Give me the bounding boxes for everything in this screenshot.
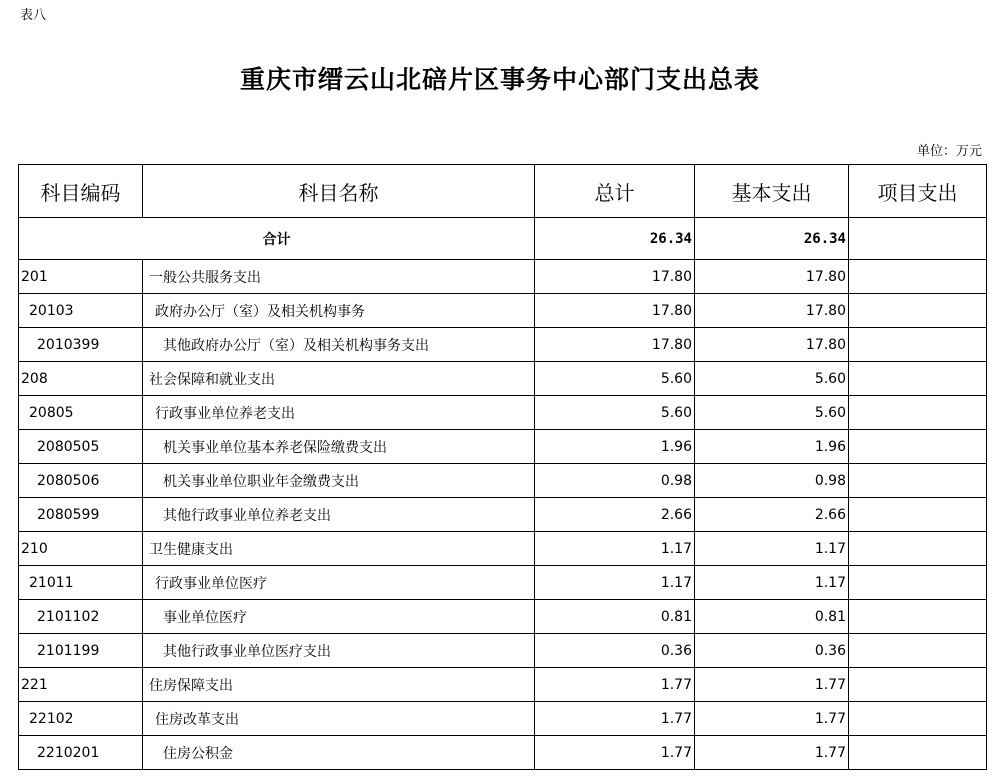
name-cell: 其他政府办公厅（室）及相关机构事务支出	[143, 328, 535, 362]
name-cell: 其他行政事业单位养老支出	[143, 498, 535, 532]
project-cell	[849, 600, 987, 634]
name-cell: 机关事业单位职业年金缴费支出	[143, 464, 535, 498]
basic-cell: 1.77	[695, 702, 849, 736]
unit-label: 单位：万元	[916, 144, 982, 159]
code-cell: 2010399	[19, 328, 143, 362]
total-cell: 1.77	[535, 702, 695, 736]
expenditure-table	[18, 164, 987, 770]
basic-cell: 0.98	[695, 464, 849, 498]
name-cell: 社会保障和就业支出	[143, 362, 535, 396]
total-project-cell	[849, 218, 987, 260]
name-cell: 卫生健康支出	[143, 532, 535, 566]
column-header-basic: 基本支出	[695, 165, 849, 218]
code-cell: 21011	[19, 566, 143, 600]
project-cell	[849, 498, 987, 532]
code-cell: 208	[19, 362, 143, 396]
table-row	[19, 396, 987, 430]
basic-cell: 1.77	[695, 736, 849, 770]
column-header-name: 科目名称	[143, 165, 535, 218]
total-cell: 0.98	[535, 464, 695, 498]
code-cell: 210	[19, 532, 143, 566]
code-cell: 20103	[19, 294, 143, 328]
basic-cell: 1.17	[695, 532, 849, 566]
project-cell	[849, 634, 987, 668]
project-cell	[849, 328, 987, 362]
basic-cell: 0.36	[695, 634, 849, 668]
total-cell: 1.17	[535, 566, 695, 600]
total-cell: 0.81	[535, 600, 695, 634]
column-header-code: 科目编码	[19, 165, 143, 218]
table-row	[19, 430, 987, 464]
total-cell: 17.80	[535, 294, 695, 328]
total-cell: 17.80	[535, 328, 695, 362]
name-cell: 事业单位医疗	[143, 600, 535, 634]
basic-cell: 17.80	[695, 294, 849, 328]
table-row	[19, 566, 987, 600]
name-cell: 一般公共服务支出	[143, 260, 535, 294]
table-row	[19, 532, 987, 566]
code-cell: 22102	[19, 702, 143, 736]
project-cell	[849, 566, 987, 600]
total-cell: 5.60	[535, 396, 695, 430]
total-cell: 17.80	[535, 260, 695, 294]
column-header-project: 项目支出	[849, 165, 987, 218]
code-cell: 2080506	[19, 464, 143, 498]
basic-cell: 2.66	[695, 498, 849, 532]
table-row	[19, 600, 987, 634]
total-cell: 1.17	[535, 532, 695, 566]
table-row	[19, 260, 987, 294]
basic-cell: 1.96	[695, 430, 849, 464]
project-cell	[849, 294, 987, 328]
total-cell: 1.77	[535, 736, 695, 770]
code-cell: 201	[19, 260, 143, 294]
total-sum-cell: 26.34	[535, 218, 695, 260]
total-cell: 1.96	[535, 430, 695, 464]
code-cell: 2210201	[19, 736, 143, 770]
code-cell: 2080505	[19, 430, 143, 464]
project-cell	[849, 362, 987, 396]
basic-cell: 1.17	[695, 566, 849, 600]
name-cell: 住房保障支出	[143, 668, 535, 702]
name-cell: 机关事业单位基本养老保险缴费支出	[143, 430, 535, 464]
name-cell: 其他行政事业单位医疗支出	[143, 634, 535, 668]
code-cell: 20805	[19, 396, 143, 430]
total-basic-cell: 26.34	[695, 218, 849, 260]
table-row	[19, 328, 987, 362]
table-row	[19, 362, 987, 396]
table-row	[19, 464, 987, 498]
total-cell: 2.66	[535, 498, 695, 532]
basic-cell: 5.60	[695, 396, 849, 430]
name-cell: 住房改革支出	[143, 702, 535, 736]
name-cell: 行政事业单位医疗	[143, 566, 535, 600]
basic-cell: 1.77	[695, 668, 849, 702]
code-cell: 2080599	[19, 498, 143, 532]
project-cell	[849, 396, 987, 430]
basic-cell: 5.60	[695, 362, 849, 396]
total-row	[19, 218, 987, 260]
column-header-total: 总计	[535, 165, 695, 218]
total-cell: 1.77	[535, 668, 695, 702]
total-cell: 5.60	[535, 362, 695, 396]
sheet-tag: 表八	[20, 8, 47, 23]
table-row	[19, 736, 987, 770]
table-row	[19, 668, 987, 702]
basic-cell: 17.80	[695, 328, 849, 362]
project-cell	[849, 532, 987, 566]
project-cell	[849, 260, 987, 294]
table-header-row	[19, 165, 987, 218]
table-row	[19, 294, 987, 328]
total-cell: 0.36	[535, 634, 695, 668]
table-row	[19, 634, 987, 668]
name-cell: 政府办公厅（室）及相关机构事务	[143, 294, 535, 328]
page-title: 重庆市缙云山北碚片区事务中心部门支出总表	[239, 65, 760, 94]
project-cell	[849, 668, 987, 702]
table-row	[19, 498, 987, 532]
total-label: 合计	[19, 218, 535, 260]
name-cell: 行政事业单位养老支出	[143, 396, 535, 430]
project-cell	[849, 430, 987, 464]
project-cell	[849, 464, 987, 498]
basic-cell: 17.80	[695, 260, 849, 294]
project-cell	[849, 702, 987, 736]
table-row	[19, 702, 987, 736]
code-cell: 2101102	[19, 600, 143, 634]
basic-cell: 0.81	[695, 600, 849, 634]
code-cell: 2101199	[19, 634, 143, 668]
project-cell	[849, 736, 987, 770]
code-cell: 221	[19, 668, 143, 702]
name-cell: 住房公积金	[143, 736, 535, 770]
